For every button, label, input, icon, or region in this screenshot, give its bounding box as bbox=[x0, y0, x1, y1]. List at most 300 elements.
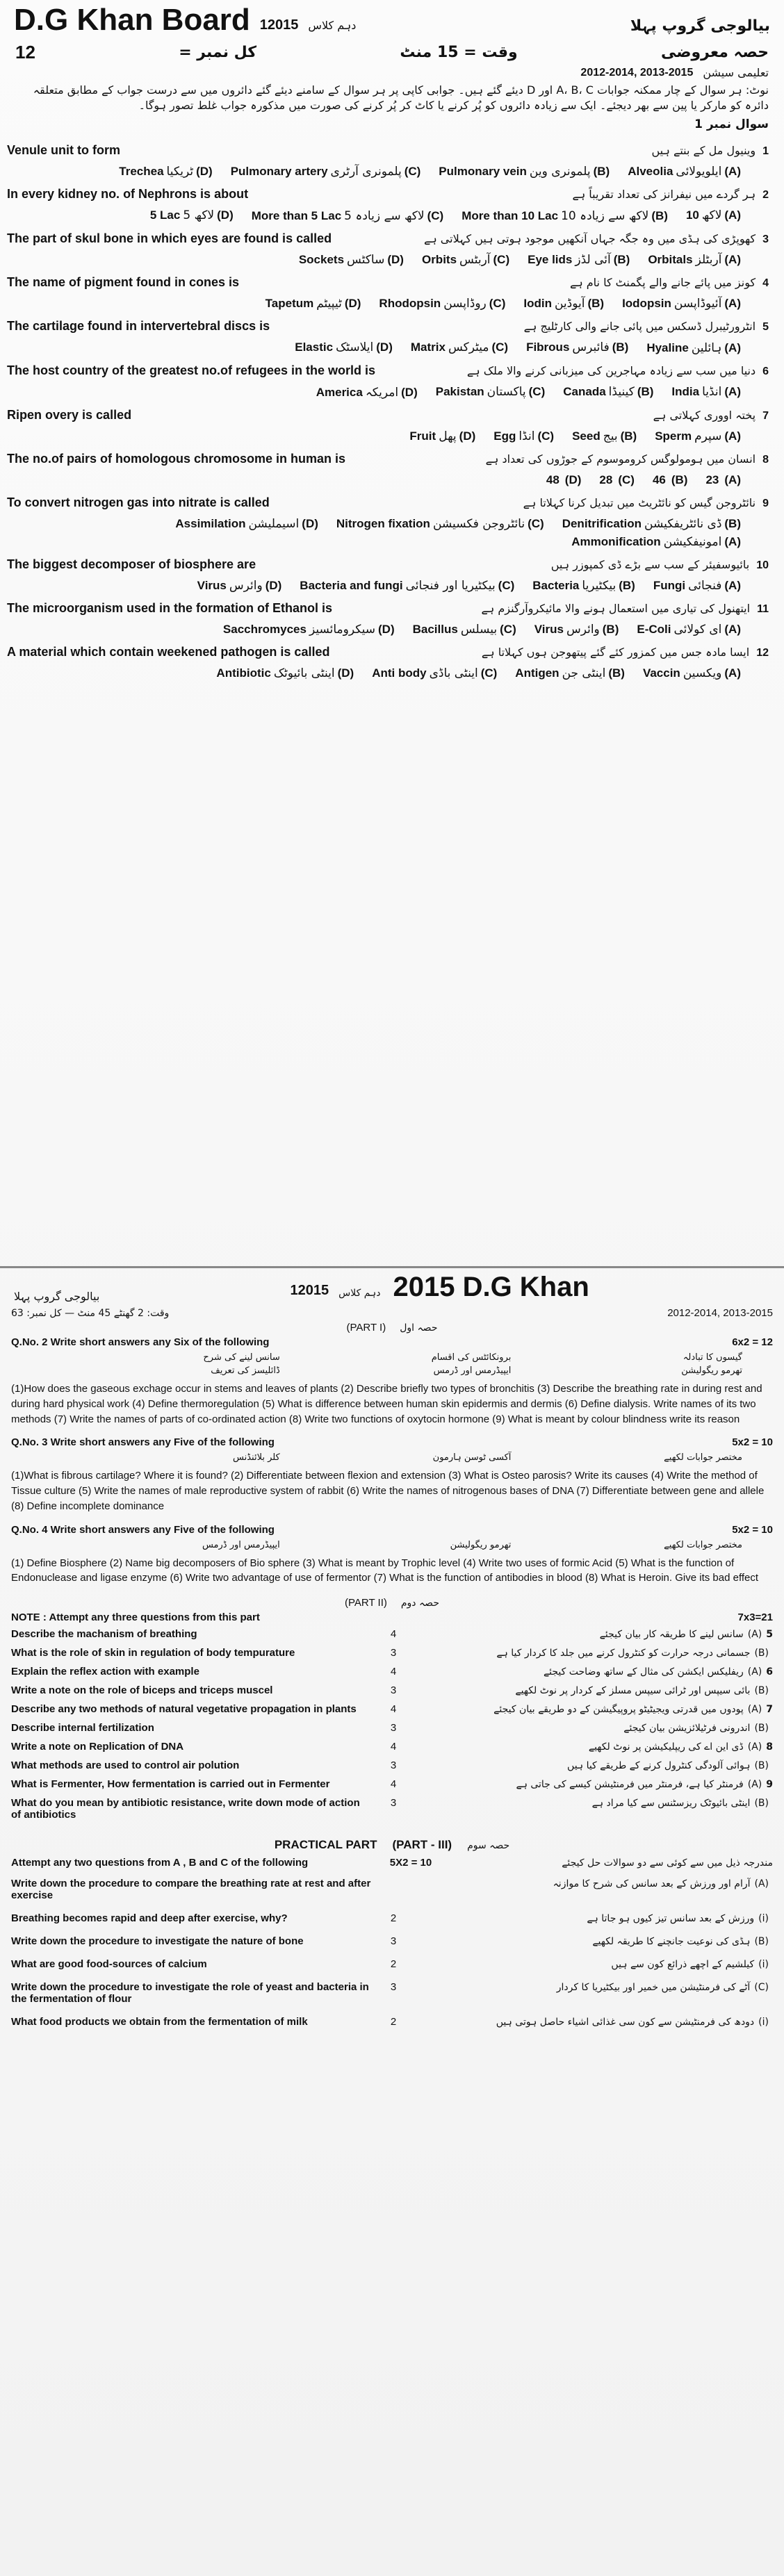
mcq-number: 2 bbox=[762, 189, 769, 202]
mcq-option bbox=[686, 208, 741, 223]
option-en: Seed bbox=[572, 429, 601, 443]
mcq-item bbox=[0, 557, 784, 593]
mcq-item bbox=[0, 408, 784, 443]
mcq-question-en: The name of pigment found in cones is bbox=[7, 275, 240, 290]
option-letter: (C) bbox=[537, 429, 555, 443]
option-en: Fungi bbox=[653, 579, 686, 593]
option-en: Alveolia bbox=[628, 165, 673, 179]
part2: (PART II) bbox=[345, 1597, 387, 1609]
option-ur: ایلاسٹک bbox=[336, 341, 374, 355]
option-en: Antigen bbox=[515, 666, 560, 680]
mcq-option bbox=[231, 165, 421, 179]
mcq-question-en: The host country of the greatest no.of refugees in the world is bbox=[7, 363, 376, 378]
long-question bbox=[0, 1662, 784, 1681]
mcq-question bbox=[7, 601, 769, 616]
option-en: Virus bbox=[534, 623, 564, 637]
practical-question bbox=[0, 1930, 784, 1953]
long-question-marks: 4 bbox=[390, 1741, 397, 1753]
option-letter: (D) bbox=[196, 165, 213, 179]
practical-question-en: Write down the procedure to investigate the role of yeast and bacteria in the fermentation of flour bbox=[11, 1981, 369, 2005]
option-en: 23 bbox=[705, 473, 719, 487]
option-ur: پاکستان bbox=[487, 385, 526, 400]
q3-text: (1)What is fibrous cartilage? Where it is found? (2) Differentiate between flexion and extension (3) What is Osteo parosis? Write its causes (4) Write the method of Tissue culture (5) Write the names of male reproductive system of rabbit (6) Write the names of nitrogenous bases of DNA (7) Differentiate between gene and allele (8) Define incomplete dominance bbox=[11, 1470, 765, 1512]
mcq-item bbox=[0, 275, 784, 311]
part2-line bbox=[0, 1595, 784, 1610]
option-letter: (C) bbox=[528, 517, 544, 531]
option-en: Virus bbox=[197, 579, 227, 593]
mcq-option bbox=[223, 623, 395, 637]
mcq-options bbox=[35, 579, 741, 593]
sub-title: 2015 D.G Khan bbox=[393, 1272, 589, 1302]
q3-urdu-grid bbox=[0, 1450, 784, 1466]
option-en: Orbits bbox=[421, 253, 457, 267]
option-letter: (C) bbox=[489, 297, 506, 311]
option-en: India bbox=[671, 385, 700, 399]
mcq-option bbox=[648, 253, 741, 267]
q1-label: سوال نمبر 1 bbox=[694, 117, 769, 132]
part3-ur: حصہ سوم bbox=[467, 1840, 510, 1851]
mcq-option bbox=[563, 385, 653, 400]
prac-marks: 5X2 = 10 bbox=[389, 1857, 432, 1869]
mcq-option bbox=[422, 253, 509, 267]
long-question-marks: 4 bbox=[390, 1703, 397, 1715]
option-letter: (B) bbox=[608, 666, 625, 680]
option-ur: آیوڈین bbox=[554, 297, 585, 311]
long-question bbox=[0, 1718, 784, 1737]
q2-ur-item: سانس لینے کی شرح bbox=[203, 1352, 280, 1363]
option-ur: فنجائی bbox=[688, 579, 722, 593]
section-label: حصہ معروضی bbox=[660, 44, 769, 61]
mcq-question bbox=[7, 645, 769, 659]
long-question-ur: سانس لینے کا طریقہ کار بیان کیجئے bbox=[599, 1629, 744, 1640]
option-ur: بیج bbox=[603, 429, 618, 444]
mcq-question-ur: وینیول مل کے بنتے ہیں bbox=[651, 144, 756, 158]
option-letter: (C) bbox=[500, 623, 516, 637]
q4-text: (1) Define Biosphere (2) Name big decomposers of Bio sphere (3) What is meant by Trophic level (4) Write two uses of formic Acid (5) What is the function of Endonuclease and ligase enzyme (6) Write two advantage of use of fermentor (7) What is the function of antibodies in blood (8) What is Heroin. Give its bad effect bbox=[11, 1557, 759, 1584]
option-letter: (D) bbox=[302, 517, 318, 531]
option-en: Antibiotic bbox=[216, 666, 271, 680]
long-question-en: Write a note on the role of biceps and triceps muscel bbox=[11, 1684, 273, 1696]
option-letter: (C) bbox=[427, 209, 444, 223]
practical-question-part: (B) bbox=[754, 1936, 769, 1947]
option-ur: انڈا bbox=[518, 429, 535, 444]
option-en: Tapetum bbox=[265, 297, 314, 311]
mcq-number: 3 bbox=[762, 233, 769, 246]
practical-question bbox=[0, 1872, 784, 1907]
sub-subject: بیالوجی گروپ پہلا bbox=[14, 1290, 100, 1303]
part1-ur: حصہ اول bbox=[400, 1322, 438, 1334]
option-ur: سپرم bbox=[694, 429, 722, 444]
subjective-sheet bbox=[0, 1266, 784, 2576]
mcq-option bbox=[628, 165, 741, 179]
mcq-option bbox=[534, 623, 619, 637]
mcq-item bbox=[0, 319, 784, 355]
mcq-option bbox=[197, 579, 282, 593]
mcq-number: 7 bbox=[762, 410, 769, 423]
q4-head bbox=[0, 1523, 784, 1537]
mcq-item bbox=[0, 187, 784, 223]
option-ur: اسیملیشن bbox=[248, 517, 300, 532]
q4-heading: Q.No. 4 Write short answers any Five of the following bbox=[11, 1523, 275, 1536]
mcq-question bbox=[7, 187, 769, 202]
option-ur: پلمونری آرٹری bbox=[330, 165, 402, 179]
long-question-list bbox=[0, 1625, 784, 1824]
mcq-question-ur: دنیا میں سب سے زیادہ مہاجرین کی میزبانی کرنے والا ملک ہے bbox=[466, 364, 756, 378]
long-question-number: 7 bbox=[766, 1704, 773, 1715]
long-question-part: (B) bbox=[754, 1723, 769, 1734]
mcq-question-ur: کھوپڑی کی ہڈی میں وہ جگہ جہاں آنکھیں موجود ہوتی ہیں کہلاتی ہے bbox=[423, 232, 756, 246]
option-ur: ساکٹس bbox=[347, 253, 385, 268]
option-letter: (B) bbox=[637, 385, 654, 399]
sub-meta bbox=[0, 1306, 784, 1320]
option-en: Nitrogen fixation bbox=[336, 517, 430, 531]
mcq-option bbox=[523, 297, 604, 311]
long-question bbox=[0, 1756, 784, 1775]
option-letter: (C) bbox=[491, 341, 509, 354]
option-ur: روڈاپسن bbox=[443, 297, 487, 311]
option-letter: (C) bbox=[480, 666, 498, 680]
mcq-option bbox=[439, 165, 610, 179]
option-ur: ڈی نائٹریفکیشن bbox=[644, 517, 722, 532]
option-en: Hyaline bbox=[646, 341, 689, 355]
mcq-option bbox=[622, 297, 741, 311]
option-ur: 5 لاکھ سے زیادہ bbox=[344, 209, 425, 224]
marks-label: کل نمبر = bbox=[179, 44, 257, 61]
practical-question-marks: 3 bbox=[390, 1981, 397, 1993]
practical-question bbox=[0, 1953, 784, 1976]
option-en: Matrix bbox=[410, 341, 446, 354]
mcq-number: 11 bbox=[757, 603, 769, 616]
option-ur: پھل bbox=[439, 429, 457, 444]
option-letter: (D) bbox=[265, 579, 282, 593]
mcq-question-ur: انسان میں ہومولوگس کروموسوم کے جوڑوں کی تعداد ہے bbox=[485, 452, 756, 466]
long-question-en: Describe the machanism of breathing bbox=[11, 1628, 197, 1640]
mcq-option bbox=[546, 473, 582, 487]
option-letter: (A) bbox=[724, 666, 741, 680]
option-en: 48 bbox=[546, 473, 560, 487]
option-ur: 10 لاکھ سے زیادہ bbox=[561, 209, 649, 224]
mcq-number: 4 bbox=[762, 277, 769, 290]
q2-marks: 6x2 = 12 bbox=[732, 1336, 773, 1348]
mcq-item bbox=[0, 495, 784, 549]
part1: (PART I) bbox=[346, 1322, 386, 1334]
paper-code: 12015 bbox=[259, 17, 299, 33]
mcq-question-ur: ایسا مادہ جس میں کمزور کئے گئے پیتھوجن ہوں کہلاتا ہے bbox=[481, 646, 750, 659]
option-letter: (B) bbox=[619, 579, 635, 593]
practical-question-en: Write down the procedure to compare the breathing rate at rest and after exercise bbox=[11, 1878, 371, 1901]
mcq-options bbox=[35, 666, 741, 680]
option-letter: (C) bbox=[498, 579, 515, 593]
option-en: Rhodopsin bbox=[379, 297, 441, 311]
mcq-option bbox=[316, 385, 418, 400]
mcq-question-en: The part of skul bone in which eyes are found is called bbox=[7, 231, 332, 246]
option-letter: (D) bbox=[217, 208, 234, 222]
mcq-question-ur: ایتھنول کی تیاری میں استعمال ہونے والا مائیکروآرگنزم ہے bbox=[481, 602, 751, 616]
option-letter: (D) bbox=[387, 253, 404, 267]
option-en: Ammonification bbox=[571, 535, 661, 549]
sub-code: 12015 bbox=[290, 1283, 329, 1298]
long-question-ur: جسمانی درجہ حرارت کو کنٹرول کرنے میں جلد کا کردار کیا ہے bbox=[496, 1648, 751, 1659]
mcq-option bbox=[372, 666, 497, 680]
mcq-option bbox=[411, 341, 508, 355]
long-question bbox=[0, 1775, 784, 1794]
mcq-option bbox=[637, 623, 741, 637]
option-ur: ہائلین bbox=[691, 341, 722, 356]
practical-list bbox=[0, 1872, 784, 2033]
mcq-item bbox=[0, 363, 784, 400]
long-question-number: 8 bbox=[766, 1741, 773, 1753]
mcq-option bbox=[493, 429, 554, 443]
mcq-option bbox=[515, 666, 625, 680]
long-question-en: What do you mean by antibiotic resistance, write down mode of action of antibiotics bbox=[11, 1797, 360, 1821]
option-letter: (D) bbox=[344, 297, 361, 311]
option-ur: نائٹروجن فکسیشن bbox=[432, 517, 525, 532]
part2-ur: حصہ دوم bbox=[400, 1598, 439, 1609]
mcq-options bbox=[35, 253, 741, 267]
practical-question-ur: دودھ کی فرمنٹیشن سے کون سی غذائی اشیاء حاصل ہوتی ہیں bbox=[496, 2017, 755, 2028]
mcq-option bbox=[671, 385, 741, 400]
option-ur: فائبرس bbox=[572, 341, 610, 355]
option-en: More than 5 Lac bbox=[251, 209, 342, 223]
q3-heading: Q.No. 3 Write short answers any Five of the following bbox=[11, 1436, 275, 1449]
long-question-part: (B) bbox=[754, 1685, 769, 1696]
option-ur: وائرس bbox=[566, 623, 600, 637]
sub-header bbox=[0, 1266, 784, 1306]
practical-question-marks: 2 bbox=[390, 1958, 397, 1970]
mcq-option bbox=[571, 535, 741, 549]
mcq-number: 12 bbox=[756, 647, 769, 659]
mcq-option bbox=[216, 666, 354, 680]
practical-question-part: (i) bbox=[758, 1959, 769, 1970]
option-en: Fruit bbox=[409, 429, 436, 443]
practical-question-en: Write down the procedure to investigate the nature of bone bbox=[11, 1935, 304, 1947]
mcq-option bbox=[599, 473, 635, 487]
option-ur: امریکہ bbox=[365, 386, 399, 400]
mcq-item bbox=[0, 452, 784, 487]
q2-ur-item: ڈائلیسز کی تعریف bbox=[211, 1365, 280, 1376]
class-label: دہم کلاس bbox=[308, 19, 357, 32]
option-ur: آربٹلز bbox=[695, 253, 722, 268]
mcq-question bbox=[7, 363, 769, 378]
mcq-option bbox=[379, 297, 505, 311]
practical-question bbox=[0, 2010, 784, 2033]
practical-question-part: (C) bbox=[754, 1982, 769, 1993]
long-question-marks: 3 bbox=[390, 1797, 397, 1809]
mcq-question bbox=[7, 319, 769, 334]
option-en: Iodin bbox=[523, 297, 552, 311]
mcq-options bbox=[35, 297, 741, 311]
practical-question-part: (A) bbox=[754, 1878, 769, 1889]
part1-line bbox=[0, 1320, 784, 1335]
long-question-part: (A) bbox=[747, 1779, 762, 1790]
option-letter: (D) bbox=[337, 666, 354, 680]
mcq-option bbox=[646, 341, 741, 355]
option-en: Bacteria bbox=[532, 579, 580, 593]
practical-question-ur: آٹے کی فرمنٹیشن میں خمیر اور بیکٹیریا کا کردار bbox=[556, 1982, 751, 1993]
option-letter: (D) bbox=[401, 386, 418, 400]
mcq-option bbox=[653, 473, 688, 487]
practical-question bbox=[0, 1907, 784, 1930]
long-question-en: Write a note on Replication of DNA bbox=[11, 1741, 184, 1753]
option-letter: (A) bbox=[724, 385, 741, 399]
time-label: وقت = 15 منٹ bbox=[400, 44, 518, 61]
part2-note bbox=[0, 1610, 784, 1625]
mcq-number: 8 bbox=[762, 454, 769, 466]
practical-question-ur: کیلشیم کے اچھے ذرائع کون سے ہیں bbox=[611, 1959, 755, 1970]
mcq-question-ur: پختہ اووری کہلاتی ہے bbox=[653, 409, 756, 423]
mcq-option bbox=[655, 429, 741, 443]
sub-session: 2012-2014, 2013-2015 bbox=[667, 1307, 773, 1319]
option-en: Anti body bbox=[372, 666, 427, 680]
q3-ur-item: آکسی ٹوسن ہارمون bbox=[432, 1452, 512, 1463]
mcq-item bbox=[0, 231, 784, 267]
sub-time-marks: وقت: 2 گھنٹے 45 منٹ — کل نمبر: 63 bbox=[11, 1308, 170, 1319]
long-question-marks: 4 bbox=[390, 1628, 397, 1640]
prac-heading: Attempt any two questions from A , B and C of the following bbox=[11, 1857, 309, 1869]
mcq-options bbox=[35, 165, 741, 179]
option-en: Sperm bbox=[655, 429, 692, 443]
option-en: 28 bbox=[599, 473, 613, 487]
option-en: Pulmonary artery bbox=[230, 165, 328, 179]
mcq-item bbox=[0, 601, 784, 637]
subject-label: بیالوجی گروپ پہلا bbox=[630, 17, 770, 35]
mcq-option bbox=[252, 208, 443, 223]
practical-question-marks: 2 bbox=[390, 2016, 397, 2028]
option-ur: بیسلس bbox=[460, 623, 498, 637]
mcq-option bbox=[300, 579, 514, 593]
practical-question-marks: 2 bbox=[390, 1912, 397, 1924]
mcq-item bbox=[0, 645, 784, 680]
option-letter: (B) bbox=[671, 473, 688, 487]
option-ur: اینٹی باڈی bbox=[429, 666, 478, 681]
long-question-part: (A) bbox=[747, 1629, 762, 1640]
option-ur: لاکھ bbox=[701, 208, 722, 223]
mcq-question-en: Venule unit to form bbox=[7, 143, 121, 158]
total-marks: 12 bbox=[15, 42, 35, 63]
option-en: 46 bbox=[652, 473, 666, 487]
practical-question-ur: ہڈی کی نوعیت جانچنے کا طریقہ لکھیے bbox=[592, 1936, 751, 1947]
q2-heading: Q.No. 2 Write short answers any Six of the following bbox=[11, 1336, 270, 1348]
option-ur: سیکرومائسیز bbox=[309, 623, 375, 637]
q3-ur-item: کلر بلائنڈنس bbox=[233, 1452, 280, 1463]
option-ur: ای کولائی bbox=[673, 623, 722, 637]
mcq-question-en: The microorganism used in the formation of Ethanol is bbox=[7, 601, 333, 616]
mcq-number: 1 bbox=[762, 145, 769, 158]
mcq-list bbox=[0, 143, 784, 680]
long-question-part: (A) bbox=[747, 1704, 762, 1715]
q4-ur-item: مختصر جوابات لکھیے bbox=[664, 1539, 742, 1550]
mcq-option bbox=[175, 517, 318, 531]
option-letter: (A) bbox=[724, 253, 741, 267]
mcq-question-ur: بائیوسفیئر کے سب سے بڑے ڈی کمپوزر ہیں bbox=[550, 558, 750, 572]
q2-urdu-grid bbox=[0, 1349, 784, 1379]
long-question-part: (A) bbox=[747, 1666, 762, 1677]
option-letter: (B) bbox=[612, 341, 629, 354]
q3-head bbox=[0, 1435, 784, 1450]
option-letter: (B) bbox=[651, 209, 668, 223]
option-letter: (B) bbox=[602, 623, 619, 637]
option-ur: اینٹی بائیوٹک bbox=[273, 666, 335, 681]
option-en: Eye lids bbox=[528, 253, 573, 267]
mcq-option bbox=[150, 208, 234, 223]
mcq-question-ur: نائٹروجن گیس کو نائٹریٹ میں تبدیل کرنا کہلاتا ہے bbox=[523, 496, 756, 510]
option-en: Elastic bbox=[295, 341, 334, 354]
mcq-option bbox=[336, 517, 544, 531]
option-letter: (A) bbox=[724, 535, 741, 549]
option-en: 5 Lac bbox=[149, 208, 181, 222]
mcq-question bbox=[7, 143, 769, 158]
long-question-marks: 3 bbox=[390, 1684, 397, 1696]
long-question-number: 5 bbox=[766, 1629, 773, 1640]
mcq-question-en: In every kidney no. of Nephrons is about bbox=[7, 187, 249, 202]
option-letter: (B) bbox=[613, 253, 630, 267]
long-question-ur: اینٹی بائیوٹک ریزسٹنس سے کیا مراد ہے bbox=[591, 1798, 751, 1809]
option-en: Bacillus bbox=[412, 623, 458, 637]
q3-marks: 5x2 = 10 bbox=[732, 1436, 773, 1449]
option-letter: (D) bbox=[564, 473, 582, 487]
option-letter: (A) bbox=[724, 473, 741, 487]
option-en: Pakistan bbox=[435, 385, 484, 399]
option-en: Sockets bbox=[298, 253, 345, 267]
option-en: Trechea bbox=[119, 165, 164, 179]
long-question-ur: فرمنٹر کیا ہے، فرمنٹر میں فرمنٹیشن کیسے کی جاتی ہے bbox=[516, 1779, 744, 1790]
option-ur: آئی لڈز bbox=[575, 253, 611, 268]
option-en: Bacteria and fungi bbox=[300, 579, 403, 593]
mcq-question-ur: ہر گردے میں نیفرانز کی تعداد تقریباً ہے bbox=[572, 188, 756, 202]
option-ur: امونیفکیشن bbox=[663, 535, 722, 550]
mcq-question-en: The no.of pairs of homologous chromosome in human is bbox=[7, 452, 346, 466]
mcq-option bbox=[295, 341, 393, 355]
option-en: E-Coli bbox=[637, 623, 671, 637]
practical-question-ur: ورزش کے بعد سانس تیز کیوں ہو جاتا ہے bbox=[587, 1913, 755, 1924]
long-question-marks: 4 bbox=[390, 1778, 397, 1790]
mcq-question bbox=[7, 557, 769, 572]
option-en: Orbitals bbox=[648, 253, 693, 267]
mcq-number: 5 bbox=[762, 321, 769, 334]
mcq-question bbox=[7, 452, 769, 466]
option-letter: (C) bbox=[618, 473, 635, 487]
prac-ur: مندرجہ ذیل میں سے کوئی سے دو سوالات حل کیجئے bbox=[562, 1857, 773, 1869]
mcq-option bbox=[705, 473, 741, 487]
long-question bbox=[0, 1625, 784, 1643]
q2-ur-item: برونکائٹس کی اقسام bbox=[431, 1352, 512, 1363]
mcq-option bbox=[119, 165, 212, 179]
part3: (PART - III) bbox=[392, 1838, 452, 1851]
option-letter: (A) bbox=[724, 208, 741, 222]
session: 2012-2014, 2013-2015 bbox=[580, 66, 694, 79]
practical-question-en: Breathing becomes rapid and deep after exercise, why? bbox=[11, 1912, 288, 1924]
mcq-option bbox=[266, 297, 361, 311]
long-question-marks: 3 bbox=[390, 1722, 397, 1734]
long-question-number: 9 bbox=[766, 1779, 773, 1790]
option-letter: (A) bbox=[724, 579, 741, 593]
option-en: Assimilation bbox=[175, 517, 246, 531]
option-letter: (A) bbox=[724, 623, 741, 637]
session-line bbox=[0, 65, 784, 81]
q2-ur-item: تھرمو ریگولیشن bbox=[681, 1365, 742, 1376]
q4-ur-item: تھرمو ریگولیشن bbox=[450, 1539, 512, 1550]
mcq-options bbox=[35, 623, 741, 637]
mcq-option bbox=[436, 385, 546, 400]
session-label: تعلیمی سیشن bbox=[703, 66, 769, 79]
mcq-options bbox=[35, 385, 741, 400]
option-ur: ٹریکیا bbox=[166, 165, 194, 179]
option-letter: (C) bbox=[528, 385, 546, 399]
option-letter: (D) bbox=[376, 341, 393, 354]
option-letter: (A) bbox=[724, 297, 741, 311]
option-letter: (A) bbox=[724, 341, 741, 355]
long-question-en: What methods are used to control air polution bbox=[11, 1759, 240, 1771]
